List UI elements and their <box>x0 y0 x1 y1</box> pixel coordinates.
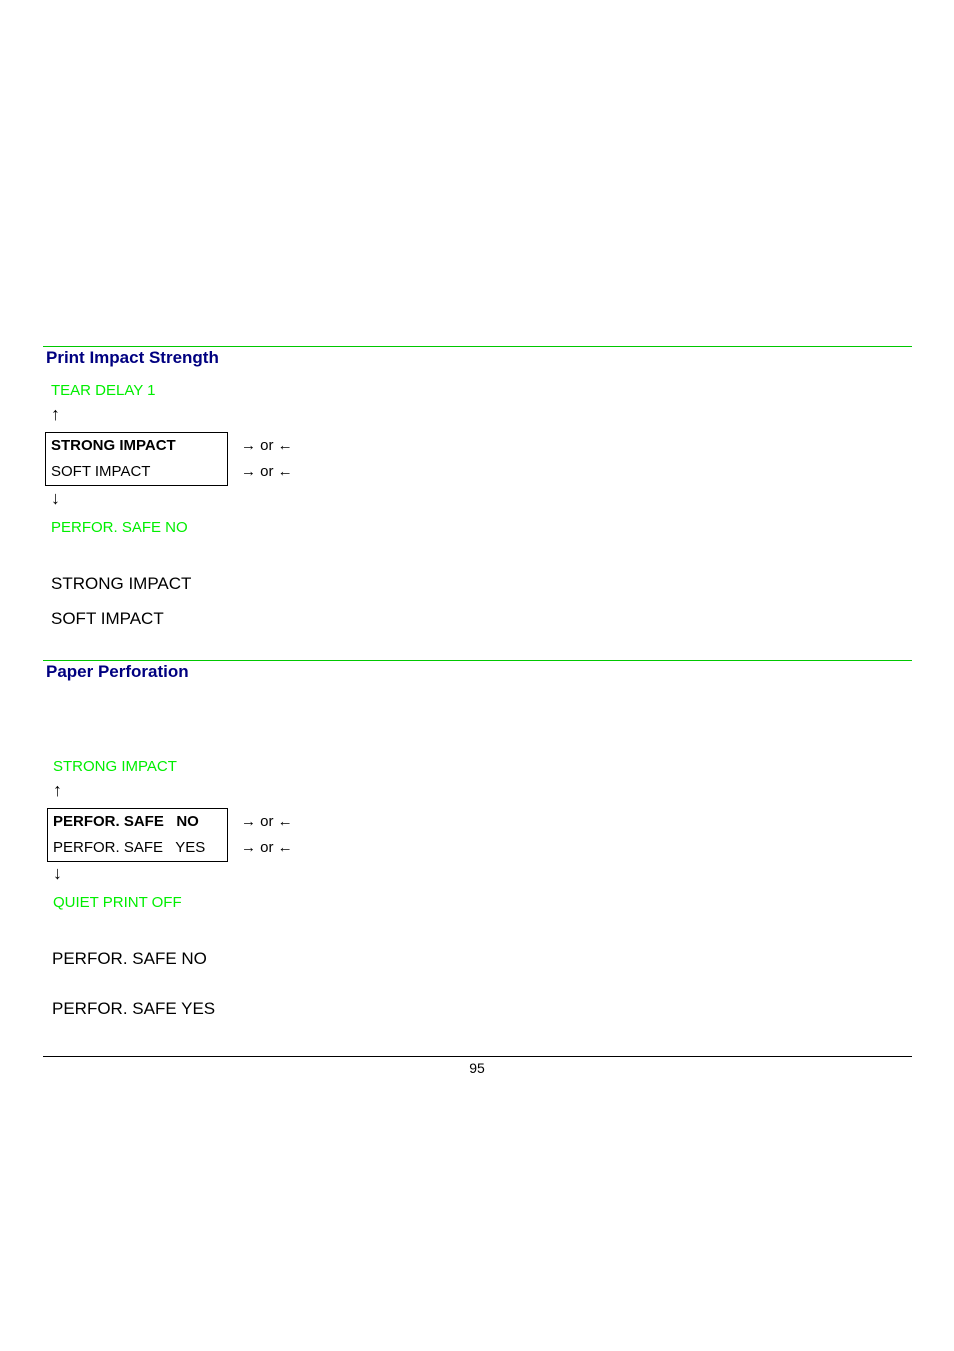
down-arrow-icon: ↓ <box>51 488 60 508</box>
menu-option-selected: STRONG IMPACT <box>51 437 176 454</box>
next-menu-item: QUIET PRINT OFF <box>53 894 182 911</box>
navigation-keys-hint: → or ← <box>241 463 293 480</box>
menu-option: PERFOR. SAFE YES <box>53 839 206 856</box>
down-arrow-icon: ↓ <box>53 863 62 883</box>
up-arrow-icon: ↑ <box>51 404 60 424</box>
previous-menu-item: STRONG IMPACT <box>53 758 177 775</box>
section-divider <box>43 660 912 661</box>
option-description-label: STRONG IMPACT <box>51 574 192 593</box>
menu-option: SOFT IMPACT <box>51 463 151 480</box>
footer-divider <box>43 1056 912 1057</box>
section-divider <box>43 346 912 347</box>
menu-display-box <box>47 808 228 862</box>
menu-option-selected: PERFOR. SAFE NO <box>53 813 199 830</box>
previous-menu-item: TEAR DELAY 1 <box>51 382 156 399</box>
menu-display-box <box>45 432 228 486</box>
navigation-keys-hint: → or ← <box>241 437 293 454</box>
section-heading: Print Impact Strength <box>46 348 219 367</box>
navigation-keys-hint: → or ← <box>241 813 293 830</box>
page-number: 95 <box>469 1060 485 1076</box>
navigation-keys-hint: → or ← <box>241 839 293 856</box>
option-description-label: PERFOR. SAFE YES <box>52 999 216 1018</box>
section-heading: Paper Perforation <box>46 662 189 681</box>
up-arrow-icon: ↑ <box>53 780 62 800</box>
option-description-label: SOFT IMPACT <box>51 609 164 628</box>
option-description-label: PERFOR. SAFE NO <box>52 949 207 968</box>
next-menu-item: PERFOR. SAFE NO <box>51 519 188 536</box>
